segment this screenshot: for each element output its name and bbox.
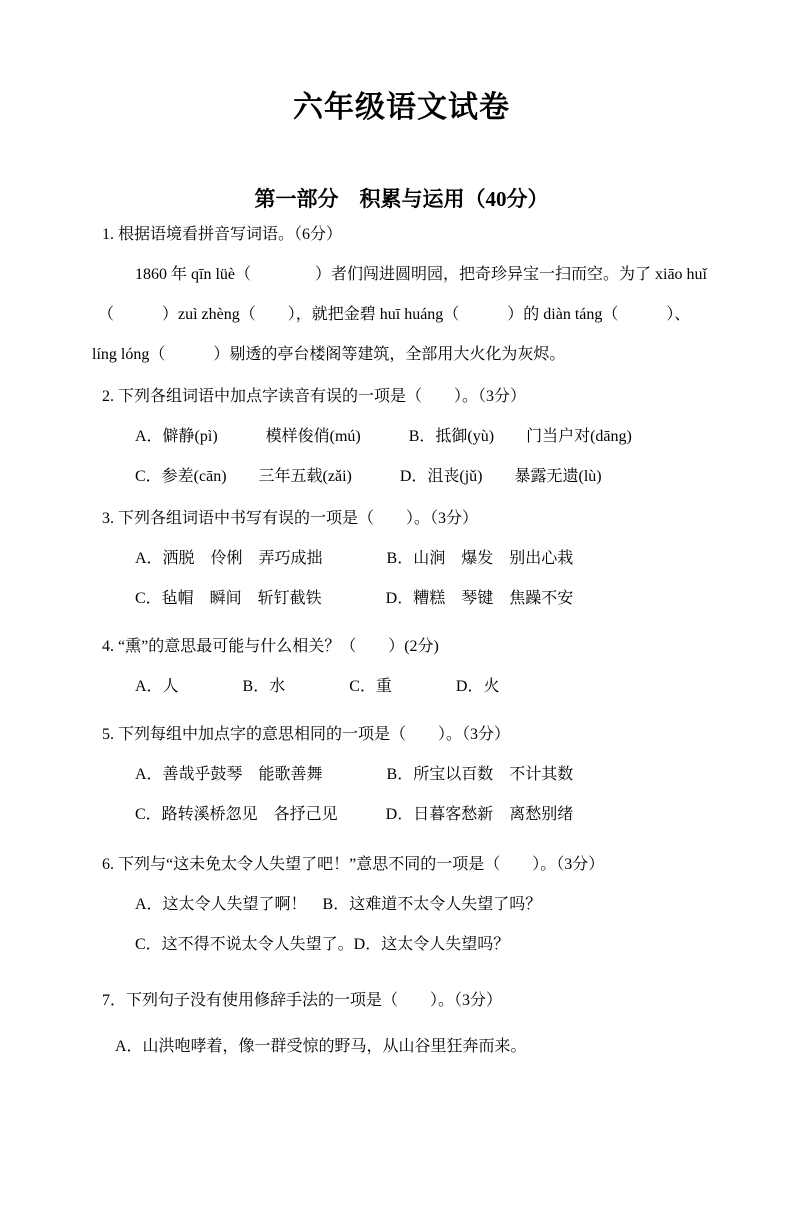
question-7-prompt: 7．下列句子没有使用修辞手法的一项是（ ）。（3分） [102,992,503,1010]
question-1-text-line: （ ）zuì zhèng（ ），就把金碧 huī huáng（ ）的 diàn táng（ ）、 [98,306,691,324]
question-3 [90,499,713,619]
question-1 [90,215,713,375]
question-6-option-line: A．这太令人失望了啊！ B．这难道不太令人失望了吗？ [135,896,542,914]
question-4-option-line: A．人 B．水 C．重 D．火 [135,678,500,696]
question-7 [90,981,713,1067]
question-3-option-line: C．毡帽 瞬间 斩钉截铁 D．糟糕 琴键 焦躁不安 [135,590,574,608]
question-3-option-line: A．洒脱 伶俐 弄巧成拙 B．山涧 爆发 别出心栽 [135,550,574,568]
question-2-option-line: A．僻静(pì) 模样俊俏(mú) B．抵御(yù) 门当户对(dāng) [135,428,632,446]
question-5-option-line: A．善哉乎鼓琴 能歌善舞 B．所宝以百数 不计其数 [135,766,574,784]
question-2 [90,377,713,497]
question-2-option-line: C．参差(cān) 三年五载(zǎi) D．沮丧(jǔ) 暴露无遗(lù) [135,468,602,486]
question-1-text-line: 1860 年 qīn lüè（ ）者们闯进圆明园，把奇珍异宝一扫而空。为了 xiāo huǐ [135,266,707,284]
question-5 [90,715,713,835]
exam-title: 六年级语文试卷 [293,91,510,124]
question-5-prompt: 5. 下列每组中加点字的意思相同的一项是（ ）。（3分） [102,726,511,744]
question-6 [90,845,713,965]
question-6-option-line: C．这不得不说太令人失望了。D．这太令人失望吗？ [135,936,510,954]
question-1-prompt: 1. 根据语境看拼音写词语。（6分） [102,226,343,244]
question-7-option-line: A．山洪咆哮着，像一群受惊的野马，从山谷里狂奔而来。 [115,1038,527,1056]
section-heading: 第一部分 积累与运用（40分） [254,187,549,211]
question-1-text-line: líng lóng（ ）剔透的亭台楼阁等建筑，全部用大火化为灰烬。 [92,346,566,364]
question-5-option-line: C．路转溪桥忽见 各抒己见 D．日暮客愁新 离愁别绪 [135,806,574,824]
question-2-prompt: 2. 下列各组词语中加点字读音有误的一项是（ ）。（3分） [102,388,527,406]
exam-page [0,90,793,1212]
question-4 [90,627,713,707]
question-3-prompt: 3. 下列各组词语中书写有误的一项是（ ）。（3分） [102,510,479,528]
question-4-prompt: 4. “熏”的意思最可能与什么相关？（ ）(2分) [102,638,439,656]
question-6-prompt: 6. 下列与“这未免太令人失望了吧！”意思不同的一项是（ ）。（3分） [102,856,605,874]
